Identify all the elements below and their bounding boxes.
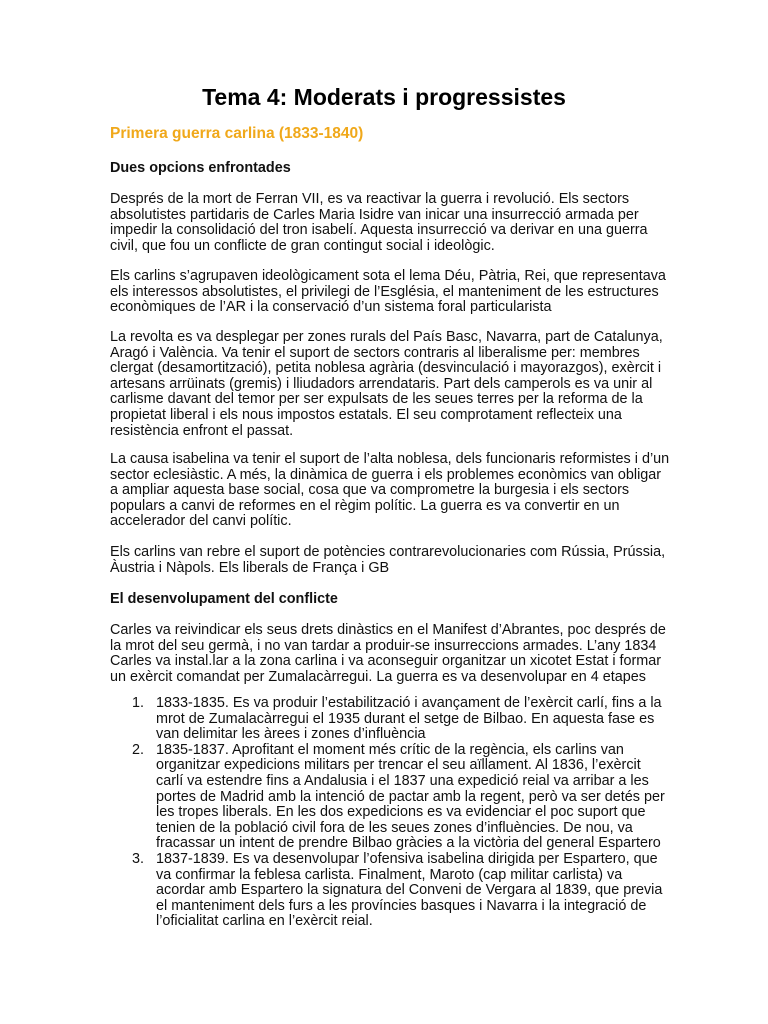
paragraph-4: La causa isabelina va tenir el suport de l’alta noblesa, dels funcionaris reformistes i d’un sector eclesiàstic. A més, la dinàmica de guerra i els problemes econòmics van obligar a ampliar aquesta base social, cosa que va comprometre la burgesia i els sectors populars a canvi de reformes en el règim polític. La guerra es va convertir en un accelerador del canvi polític. xyxy=(110,451,670,530)
paragraph-1: Després de la mort de Ferran VII, es va reactivar la guerra i revolució. Els sectors absolutistes partidaris de Carles Maria Isidre van inicar una insurrecció armada per impedir la consolidació del tron isabelí. Aquesta insurrecció va derivar en una guerra civil, que fou un conflicte de gran contingut social i ideològic. xyxy=(110,191,648,254)
section-title: Primera guerra carlina (1833-1840) xyxy=(110,125,364,142)
paragraph-2: Els carlins s’agrupaven ideològicament sota el lema Déu, Pàtria, Rei, que representava els interessos absolutistes, el privilegi de l’Església, el manteniment de les estructures econòmiques de l’AR i la conservació d’un sistema foral particularista xyxy=(110,268,666,316)
list-item-text: 1833-1835. Es va produir l’estabilització i avançament de l’exèrcit carlí, fins a la mrot de Zumalacàrregui el 1935 durant el setge de Bilbao. En aquesta fase es van delimitar les àrees i zones d’influència xyxy=(156,695,662,743)
list-item xyxy=(110,696,670,743)
list-item xyxy=(110,852,670,930)
list-number: 1. xyxy=(132,695,145,711)
page-title: Tema 4: Moderats i progressistes xyxy=(202,84,566,110)
paragraph-5: Els carlins van rebre el suport de potències contrarevolucionaries com Rússia, Prússia, Àustria i Nàpols. Els liberals de França i GB xyxy=(110,544,666,576)
list-item-text: 1835-1837. Aprofitant el moment més crític de la regència, els carlins van organitzar expedicions militars per trencar el seu aïllament. Al 1836, l’exèrcit carlí va estendre fins a Andalusia i el 1837 una expedició reial va arribar a les portes de Madrid amb la intenció de pactar amb la regent, però va ser detés per les tropes liberals. En les dos expedicions es va evidenciar el poc suport que tenien de la població civil fora de les seues zones d’influències. De nou, va fracassar un intent de prendre Bilbao gràcies a la victòria del general Espartero xyxy=(156,741,665,852)
list-item xyxy=(110,743,670,852)
heading-dues-opcions: Dues opcions enfrontades xyxy=(110,160,291,176)
heading-desenvolupament: El desenvolupament del conflicte xyxy=(110,591,338,607)
paragraph-3: La revolta es va desplegar per zones rurals del País Basc, Navarra, part de Catalunya, Aragó i València. Va tenir el suport de sectors contraris al liberalisme per: membres clergat (desamortització), petita noblesa agrària (desvinculació i mayorazgos), exèrcit i artesans arrüinats (gremis) i lliudadors arrendataris. Part dels camperols es va unir al carlisme davant del temor per ser expulsats de les seues terres per la reforma de la propietat liberal i els nous impostos estatals. El seu comprotament reflecteix una resistència enfront el passat. xyxy=(110,329,663,439)
stages-list xyxy=(110,696,670,930)
paragraph-development: Carles va reivindicar els seus drets dinàstics en el Manifest d’Abrantes, poc després de la mrot del seu germà, i no van tardar a produir-se insurreccions armades. L’any 1834 Carles va instal.lar a la zona carlina i va aconseguir organitzar un xicotet Estat i formar un exèrcit comandat per Zumalacàrregui. La guerra es va desenvolupar en 4 etapes xyxy=(110,622,666,685)
list-number: 3. xyxy=(132,850,145,867)
list-number: 2. xyxy=(132,741,145,758)
list-item-text: 1837-1839. Es va desenvolupar l’ofensiva isabelina dirigida per Espartero, que va confirmar la feblesa carlista. Finalment, Maroto (cap militar carlista) va acordar amb Espartero la signatura del Conveni de Vergara al 1839, que previa el manteniment dels furs a les províncies basques i Navarra i la integració de l’oficialitat carlina en l’exèrcit reial. xyxy=(156,850,663,930)
